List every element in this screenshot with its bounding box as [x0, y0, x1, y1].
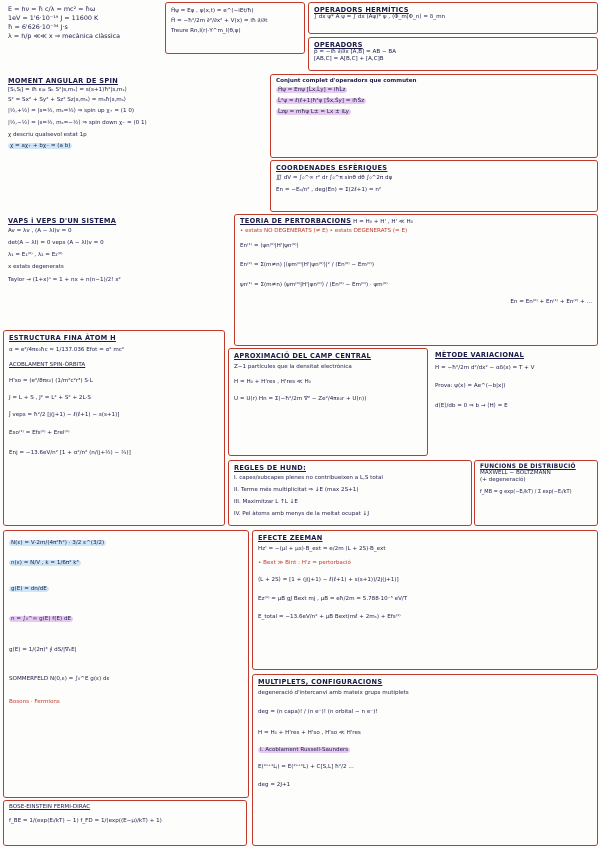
- density-of-states-block: [3, 530, 249, 798]
- spin-combination: χ = aχ₊ + bχ₋ = (a b): [10, 143, 71, 149]
- zeeman-block: [252, 530, 598, 670]
- dos-line-7: Bosons · Fermions: [9, 699, 60, 705]
- zeeman-line-1: Hz' = −(μl + μs)·B_ext = e/2m (L + 2S)·B_ext: [258, 546, 386, 552]
- hund-rule-2: II. Terme més multiplicitat ⇒ ↓E (max 2S+1): [234, 487, 359, 493]
- spin-title: MOMENT ANGULAR DE SPIN: [8, 77, 119, 85]
- ls-eigen: Ĵ veps = ħ²/2 [j(j+1) − ℓ(ℓ+1) − s(s+1)]: [9, 412, 120, 418]
- schrodinger-block: [165, 2, 305, 54]
- zeeman-line-3: ⟨L + 2S⟩ = [1 + (j(j+1) − ℓ(ℓ+1) + s(s+1))/2j(j+1)]: [258, 577, 399, 583]
- ev-line: 1eV = 1'6·10⁻¹⁹ J = 11600 K: [8, 14, 99, 22]
- taylor-line: Taylor → (1+x)ⁿ = 1 + nx + n(n−1)/2! x²: [8, 277, 121, 283]
- zeeman-title: EFECTE ZEEMAN: [258, 534, 323, 542]
- fine-energy: Eso⁽¹⁾ = Efs⁽¹⁾ + Erel⁽¹⁾: [9, 430, 70, 436]
- central-field-line-1: Z−1 partícules que la densitat electrònica: [234, 364, 352, 370]
- spherical-volume: ∭ dV = ∫₀^∞ r² dr ∫₀^π sinθ dθ ∫₀^2π dφ: [276, 175, 393, 181]
- fine-structure-block: [3, 330, 225, 526]
- second-order-energy: En⁽²⁾ = Σ(m≠n) |⟨ψm⁽⁰⁾|H'|ψn⁽⁰⁾⟩|² / (En⁽⁰⁾ − Em⁽⁰⁾): [240, 262, 375, 269]
- multiplets-line-4: I. Acoblament Russell-Saunders: [260, 747, 349, 753]
- central-field-title: APROXIMACIÓ DEL CAMP CENTRAL: [234, 352, 372, 360]
- fine-energy-total: Enj = −13.6eV/n² [1 + α²/n² (n/(j+½) − ¾)]: [9, 450, 131, 456]
- dos-line-2: n(ε) = N/V , k = 1/6π² k³: [11, 560, 79, 566]
- multiplets-title: MULTIPLETS, CONFIGURACIONS: [258, 678, 383, 686]
- spin-block: [3, 74, 268, 212]
- variational-line-1: H = −ħ²/2m d²/dx² − αδ(x) = T + V: [435, 365, 535, 371]
- hydrogen-energy: En = −Eₒ/n² , deg(En) = Σ(2ℓ+1) = n²: [276, 187, 382, 193]
- eigen-title: VAPS i VEPS D'UN SISTEMA: [8, 217, 117, 225]
- eigen-line-3: λ₁ = E₁⁽⁰⁾ , λ₂ = E₂⁽⁰⁾: [8, 252, 63, 258]
- eigen-line-4: x estats degenerats: [8, 264, 64, 270]
- multiplets-line-2: deg = (n capa)! / (n e⁻)! (n orbital − n e⁻)!: [258, 709, 378, 715]
- separation-line: Treure Rn,l(r)·Y^m_l(θ,φ): [171, 28, 241, 34]
- distribution-block: [474, 460, 598, 526]
- variational-block: [430, 348, 598, 456]
- dos-line-1: N(ε) = V·2m/(4π²ħ²) · 3/2 ε^(3/2): [11, 540, 105, 546]
- distribution-mb: MAXWELL − BOLTZMANN: [480, 470, 551, 476]
- commuting-line-3: L̂zψ = mħψ L± = Lx ± iLy: [278, 109, 349, 116]
- de-broglie-line: λ = h/p ≪≪ x ⇒ mecànica clàssica: [8, 32, 121, 40]
- total-angular-momentum: J = L + S , J² = L² + S² + 2L·S: [9, 395, 91, 401]
- hermitian-operators-block: [308, 2, 598, 34]
- eigen-block: [3, 214, 231, 318]
- eigen-line-2: det(A − λI) = 0 veps (A − λI)v = 0: [8, 240, 104, 246]
- perturbation-header: TEORIA DE PERTORBACIONS H = H₀ + H' , H' ≪ H₀: [240, 217, 413, 225]
- bose-fermi-formulas: f_BE = 1/(exp(Eᵢ/kT) − 1) f_FD = 1/(exp((E−μ)/kT) + 1): [9, 818, 162, 825]
- multiplets-line-3: H = H₀ + H'res + H'so , H'so ≪ H'res: [258, 730, 361, 736]
- energy-series: En = En⁽⁰⁾ + En⁽¹⁾ + En⁽²⁾ + ...: [510, 299, 592, 306]
- operators-block: [308, 37, 598, 71]
- perturbation-block: [234, 214, 598, 346]
- first-order-energy: En⁽¹⁾ = ⟨ψn⁽⁰⁾|H'|ψn⁽⁰⁾⟩: [240, 243, 299, 250]
- fine-structure-title: ESTRUCTURA FINA ÀTOM H: [9, 334, 116, 342]
- hund-rule-1: I. capes/subcapes plenes no contribueixen a L,S total: [234, 475, 383, 481]
- distribution-title: FUNCIONS DE DISTRIBUCIÓ: [480, 464, 576, 470]
- zeeman-line-2: • Bext ≫ Bint : H'z = pertorbació: [258, 560, 351, 566]
- variational-title: MÈTODE VARIACIONAL: [435, 351, 524, 359]
- hermitian-title: OPERADORS HERMÍTICS: [314, 6, 409, 14]
- spin-line-1: [Sᵢ,Sⱼ] = iħ εᵢⱼₖ Sₖ S²|s,mₛ⟩ = s(s+1)ħ²|s,mₛ⟩: [8, 87, 127, 93]
- hund-rule-4: IV. Pel àtoms amb menys de la meitat ocupat ↓J: [234, 511, 369, 517]
- operators-line-2: [AB,C] = A[B,C] + [A,C]B: [314, 56, 384, 63]
- multiplets-line-5: E(²ˢ⁺¹Lⱼ) = E(²ˢ⁺¹L) + C[S,L] ħ²/2 ...: [258, 764, 354, 770]
- spherical-coords-block: [270, 160, 598, 212]
- energy-relations-block: [3, 2, 163, 70]
- multiplets-block: [252, 674, 598, 846]
- commuting-operators-block: [270, 74, 598, 158]
- spherical-title: COORDENADES ESFÈRIQUES: [276, 164, 388, 172]
- multiplets-line-6: deg = 2J+1: [258, 782, 291, 788]
- operators-line-1: p̂ = −iħ ∂/∂x [A,B] = AB − BA: [314, 49, 397, 55]
- hund-title: REGLES DE HUND:: [234, 464, 307, 472]
- spin-state-line: χ descriu qualsevol estat 1p: [8, 132, 87, 138]
- distribution-degeneracy: (+ degeneració): [480, 477, 526, 484]
- bose-fermi-block: [3, 800, 247, 846]
- planck-line: ħ = 6'626·10⁻³⁴ J·s: [8, 23, 68, 31]
- commuting-title: Conjunt complet d'operadors que commuten: [276, 78, 417, 84]
- central-field-block: [228, 348, 428, 456]
- spin-up-line: |½,+½⟩ = |s=½, mₛ=½⟩ ⇒ spin up χ₊ = (1 0): [8, 108, 135, 114]
- dos-line-3: g(E) = dn/dE: [11, 586, 47, 592]
- hamiltonian-eq: Ĥ = −ħ²/2m ∂²/∂x² + V(x) = iħ ∂/∂t: [171, 18, 268, 24]
- dos-line-5: g(E) = 1/(2π)³ ∮ dS/|∇ₖE|: [9, 647, 77, 653]
- eigen-line-1: Av = λv , (A − λI)v = 0: [8, 228, 72, 234]
- operators-title: OPERADORS: [314, 41, 363, 49]
- distribution-formula: f_MB = g exp(−Eᵢ/kT) / Σ exp(−Eᵢ/kT): [480, 489, 572, 496]
- zeeman-line-5: E_total = −13.6eV/n² + μB Bext(mℓ + 2mₛ) + Efs⁽¹⁾: [258, 614, 401, 620]
- commuting-line-2: L̂²ψ = ℓ(ℓ+1)ħ²ψ [Ŝx,Ŝy] = iħŜz: [278, 98, 365, 105]
- first-order-state: ψn⁽¹⁾ = Σ(m≠n) ⟨ψm⁽⁰⁾|H'|ψn⁽⁰⁾⟩ / (En⁽⁰⁾ − Em⁽⁰⁾) · ψm⁽⁰⁾: [240, 282, 388, 289]
- hermitian-line: ∫ dx ψ* Â ψ = ∫ dx (Âψ)* ψ , ⟨Φ_m|Φ_n⟩ = δ_mn: [314, 14, 446, 20]
- commuting-line-1: Ĥψ = Enψ [L̂x,L̂y] = iħL̂z: [278, 87, 346, 94]
- hund-rules-block: [228, 460, 472, 526]
- spin-line-2: S² = Sx² + Sy² + Sz² Sz|s,mₛ⟩ = mₛħ|s,mₛ⟩: [8, 97, 126, 103]
- dos-line-4: n = ∫₀^∞ g(E) f(E) dE: [11, 616, 72, 622]
- energy-line: E = hν = ħ c/λ = mc² = ħω: [8, 5, 96, 13]
- fine-structure-alpha: α = e²/4πε₀ħc ≈ 1/137.036 Efot = α² mc²: [9, 347, 125, 353]
- spin-orbit-title: ACOBLAMENT SPIN-ÒRBITA: [9, 362, 86, 368]
- hund-rule-3: III. Maximitzar L ↑L ↓E: [234, 499, 298, 505]
- variational-line-2: Prova: ψ(x) = Ae^(−b|x|): [435, 383, 506, 389]
- schrodinger-eq: Ĥψ = Eψ , ψ(x,t) = e^(−iEt/ħ): [171, 8, 254, 14]
- zeeman-line-4: Ez⁽¹⁾ = μB gJ Bext mj , μB = eħ/2m = 5.788·10⁻⁵ eV/T: [258, 596, 408, 602]
- central-field-line-3: U = U(r) Hn = Σ(−ħ²/2m ∇² − Ze²/4πε₀r + U(rᵢ)): [234, 396, 367, 402]
- bose-fermi-title: BOSE-EINSTEIN FERMI-DIRAC: [9, 804, 91, 810]
- perturbation-cases: • estats NO DEGENERATS (≠ E) • estats DEGENERATS (= E): [240, 228, 408, 235]
- variational-line-3: d⟨E⟩/db = 0 ⇒ b → ⟨H⟩ = E: [435, 403, 508, 409]
- multiplets-line-1: degeneració d'intercanvi amb mateix grups mutiplets: [258, 690, 409, 696]
- spin-orbit-hamiltonian: H'so = (e²/8πε₀) (1/m²c²r³) S·L: [9, 378, 93, 384]
- central-field-line-2: H = H₀ + H'res , H'res ≪ H₀: [234, 379, 311, 385]
- spin-down-line: |½,−½⟩ = |s=½, mₛ=−½⟩ ⇒ spin down χ₋ = (0 1): [8, 120, 147, 126]
- dos-line-6: SOMMERFELD N(0,ε) = ∫₀^E g(ε) dε: [9, 676, 110, 682]
